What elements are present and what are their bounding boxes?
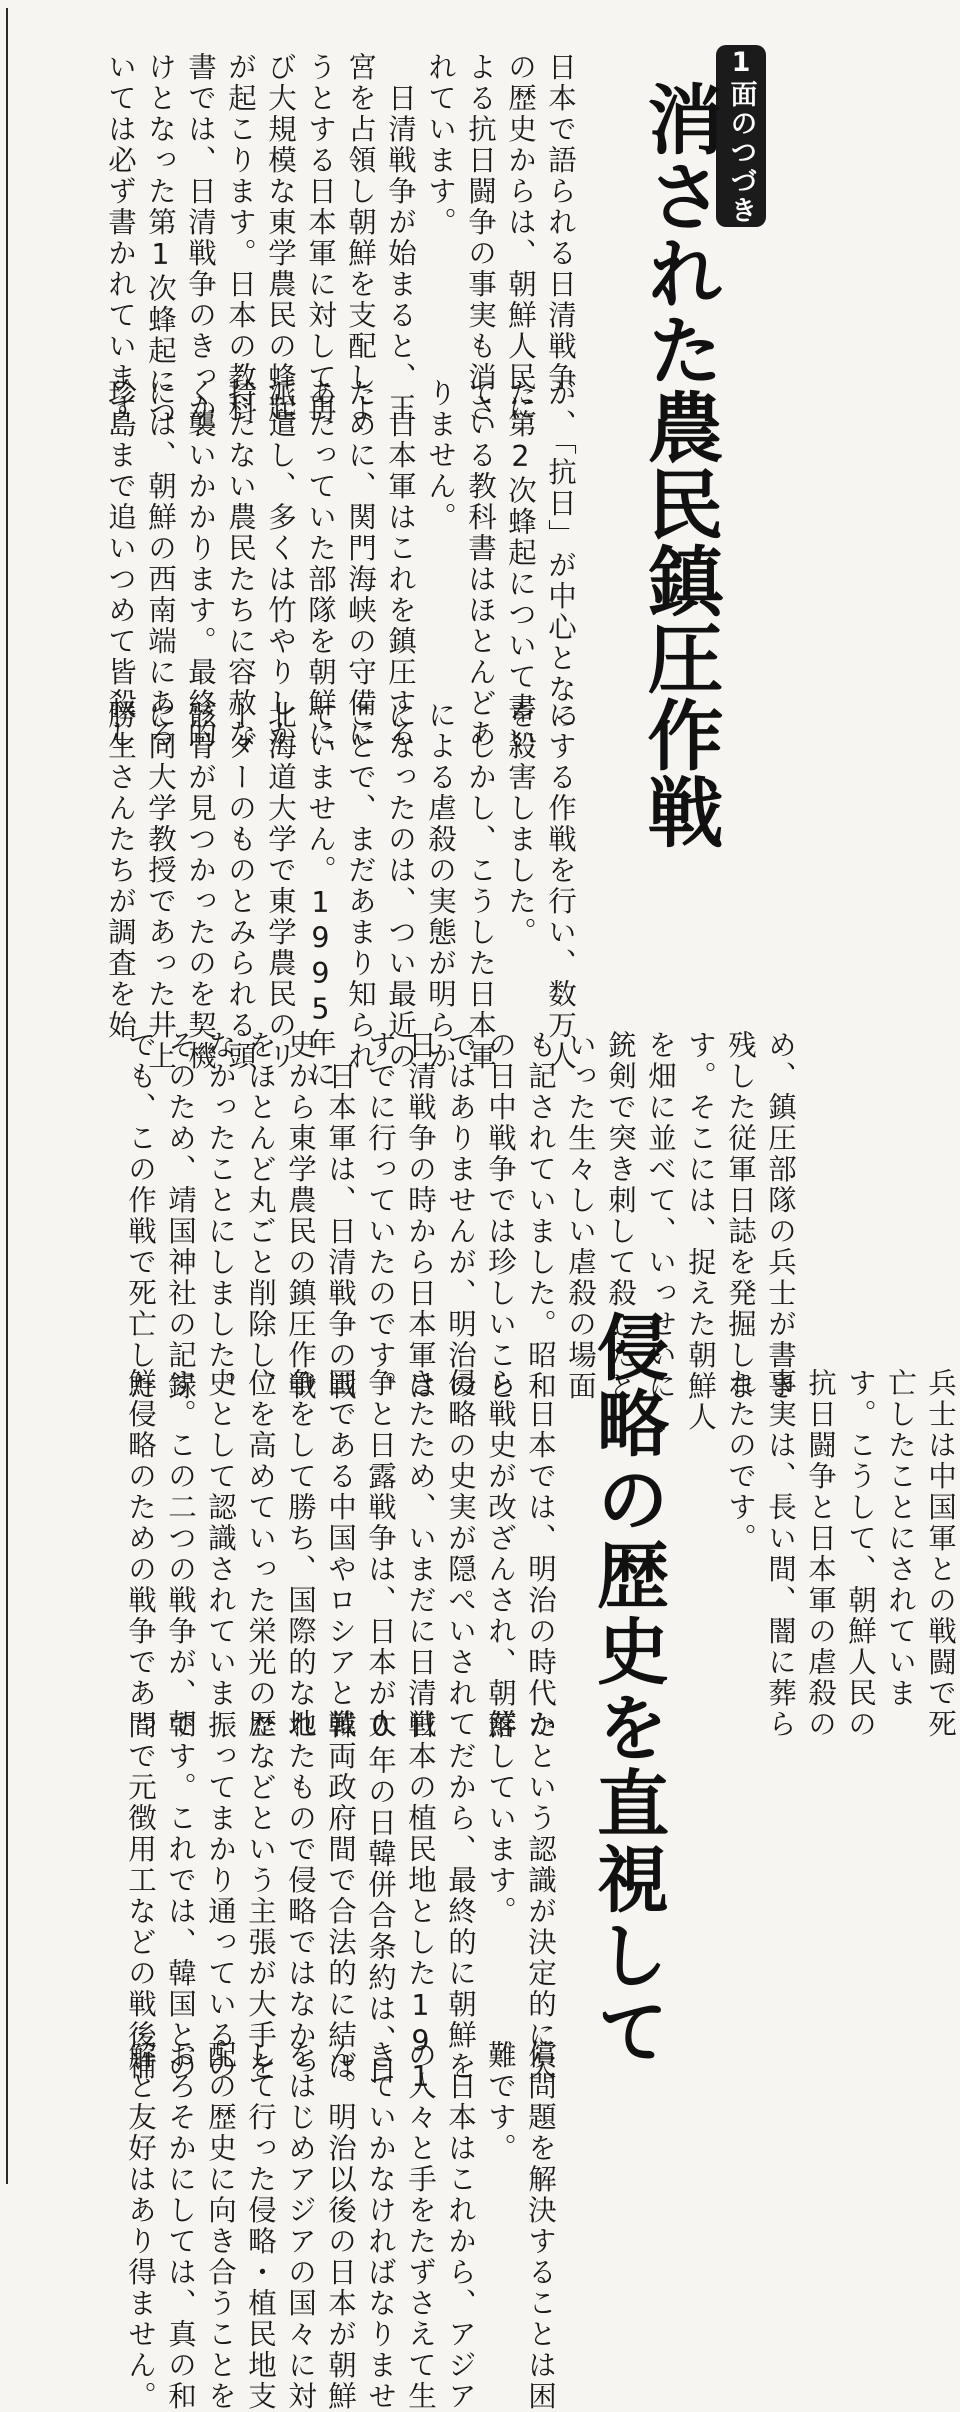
- article-column: たという認識が決定的に欠 落しています。 だから、最終的に朝鮮を 日本の植民地とした191 0年の日韓併合条約は、日 韓両政府間で合法的に結ば れたもので侵略ではなかっ たなどという主張が大手を 振ってまかり通っているの です。これでは、韓国との 間で元徴用工などの戦後補: [124, 1710, 557, 2096]
- article-column: 日本で語られる日清戦争 の歴史からは、朝鮮人民に よる抗日闘争の事実も消さ れています。 日清戦争が始まると、王 宮を占領し朝鮮を支配しよ うとする日本軍に対して再 び大規模な東学農民の蜂起 が起こります。日本の教科 書では、日清戦争のきっか けとなった第1次蜂起につ いては必ず書かれています: [104, 52, 577, 429]
- article-column: 日本では、明治の時代か ら戦史が改ざんされ、朝鮮 侵略の史実が隠ぺいされて きたため、いまだに日清戦 争と日露戦争は、日本が大 国である中国やロシアと戦 争をして勝ち、国際的な地 位を高めていった栄光の歴 史として認識されていま す。この二つの戦争が、朝 鮮侵略のための戦争であっ: [124, 1368, 557, 1740]
- article-column: め、鎮圧部隊の兵士が書き 残した従軍日誌を発掘しま す。そこには、捉えた朝鮮人 を畑に並べて、いっせいに 銃剣で突き刺して殺したと いった生々しい虐殺の場面 も記されていました。昭和 の日中戦争では珍しいこと ではありませんが、明治の 日清戦争の時から日本軍は すでに行っていたのです。 日本軍は、日清戦争の戦 史から東学農民の鎮圧作戦 をほとんど丸ごと削除し、 なかったことにしました。 そのため、靖国神社の記録 でも、この作戦で死亡した: [124, 1030, 797, 1433]
- headline-sub: 侵略の歴史を直視して: [585, 1310, 669, 2070]
- headline-main: 消された農民鎮圧作戦: [635, 80, 724, 850]
- article-column: にする作戦を行い、数万人 を殺害しました。 しかし、こうした日本軍 による虐殺の実態が明らか になったのは、つい最近の ことで、まだあまり知られ ていません。1995年に 北海道大学で東学農民のリ ーダーのものとみられる頭 骸骨が見つかったのを契機 に同大学教授であった井上 勝生さんたちが調査を始: [104, 700, 577, 1090]
- left-border-line: [6, 8, 8, 2184]
- article-column: が、「抗日」が中心となっ た第2次蜂起について書い ている教科書はほとんどあ りません。 日本軍はこれを鎮圧する ために、関門海峡の守備に あたっていた部隊を朝鮮に 派遣し、多くは竹やりしか 持たない農民たちに容赦な く襲いかかります。最終的 には、朝鮮の西南端にある 珍島まで追いつめて皆殺し: [104, 378, 577, 755]
- continued-badge-label: 1面のつづき: [725, 47, 757, 225]
- article-column: 兵士は中国軍との戦闘で死 亡したことにされていま す。こうして、朝鮮人民の 抗日闘争と日本軍の虐殺の 事実は、長い間、闇に葬ら れたのです。: [724, 1368, 957, 1740]
- article-column: 償問題を解決することは困 難です。 日本はこれから、アジア の人々と手をたずさえて生 きていかなければなりませ ん。明治以後の日本が朝鮮 をはじめアジアの国々に対 して行った侵略・植民地支 配の歴史に向き合うことを おろそかにしては、真の和 解と友好はあり得ません。: [124, 2040, 557, 2412]
